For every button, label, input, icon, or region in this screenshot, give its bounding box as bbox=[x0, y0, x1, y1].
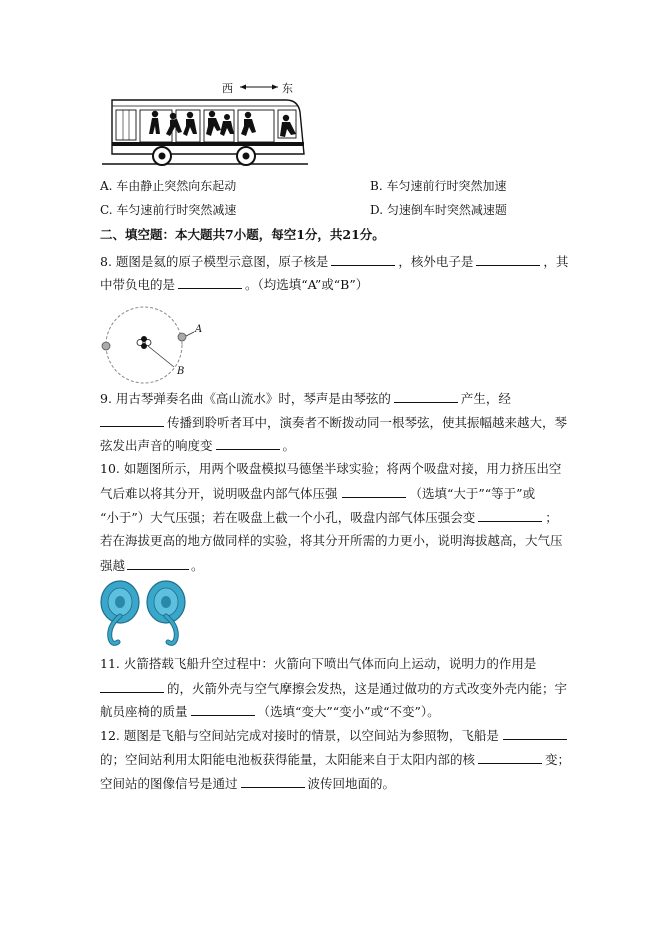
q8-text-3: ，其 bbox=[543, 254, 569, 269]
bus-figure bbox=[100, 76, 312, 172]
q8-text-2: ，核外电子是 bbox=[398, 254, 474, 269]
q12-blank-nuclear[interactable] bbox=[478, 751, 542, 764]
option-d[interactable]: D. 匀速倒车时突然减速题 bbox=[370, 203, 507, 217]
q8-text-4: 中带负电的是 bbox=[100, 277, 176, 292]
q9-text-4: 弦发出声音的响度变 bbox=[100, 438, 213, 453]
q8-text-1: 8. 题图是氦的原子模型示意图，原子核是 bbox=[100, 254, 329, 269]
q11-line-2 bbox=[100, 680, 567, 697]
q10-text-4: “小于”）大气压强；若在吸盘上截一个小孔，吸盘内部气体压强会变 bbox=[100, 510, 476, 525]
label-b: B bbox=[177, 366, 185, 377]
q8-blank-negative[interactable] bbox=[178, 276, 242, 289]
q11-text-2: 的，火箭外壳与空气摩擦会发热，这是通过做功的方式改变外壳内能；宇 bbox=[167, 681, 568, 696]
electron-a bbox=[178, 333, 186, 341]
q11-text-3: 航员座椅的质量 bbox=[100, 704, 188, 719]
label-a: A bbox=[195, 324, 203, 335]
q12-blank-wave[interactable] bbox=[241, 775, 305, 788]
q10-line-1: 10. 如题图所示，用两个吸盘模拟马德堡半球实验；将两个吸盘对接，用力挤压出空 bbox=[100, 461, 562, 476]
q11-line-1: 11. 火箭搭载飞船升空过程中：火箭向下喷出气体而向上运动，说明力的作用是 bbox=[100, 656, 537, 671]
q8-blank-electron[interactable] bbox=[476, 253, 540, 266]
q12-text-4: 空间站的图像信号是通过 bbox=[100, 776, 238, 791]
q11-line-3 bbox=[100, 703, 440, 720]
q9-line-2 bbox=[100, 414, 567, 431]
q10-text-5: ； bbox=[545, 510, 558, 525]
suction-cup-left bbox=[101, 581, 139, 643]
q12-text-5: 波传回地面的。 bbox=[307, 776, 396, 791]
q10-line-4: 若在海拔更高的地方做同样的实验，将其分开所需的力更小，说明海拔越高，大气压 bbox=[100, 533, 563, 548]
q9-text-3: 传播到聆听者耳中，演奏者不断拨动同一根琴弦，使其振幅越来越大，琴 bbox=[167, 415, 568, 430]
option-b[interactable]: B. 车匀速前行时突然加速 bbox=[370, 179, 507, 193]
helium-atom-figure bbox=[98, 300, 208, 384]
q9-text-1: 9. 用古琴弹奏名曲《高山流水》时，琴声是由琴弦的 bbox=[100, 391, 391, 406]
q12-text-2: 的；空间站利用太阳能电池板获得能量，太阳能来自于太阳内部的核 bbox=[100, 752, 476, 767]
bus-illustration bbox=[100, 76, 312, 172]
q10-text-8: 。 bbox=[191, 558, 204, 573]
q11-blank-mass[interactable] bbox=[191, 703, 255, 716]
q10-line-3 bbox=[100, 509, 558, 526]
q10-line-5 bbox=[100, 557, 204, 574]
q10-blank-pressure[interactable] bbox=[342, 485, 406, 498]
q12-line-2 bbox=[100, 751, 570, 768]
electron-left bbox=[102, 342, 110, 350]
east-label: 东 bbox=[282, 82, 293, 95]
q12-text-3: 变； bbox=[545, 752, 571, 767]
q11-text-4: （选填“变大”“变小”或“不变”）。 bbox=[257, 704, 440, 719]
option-a[interactable]: A. 车由静止突然向东起动 bbox=[100, 179, 237, 193]
q10-text-3: （选填“大于”“等于”或 bbox=[409, 486, 536, 501]
suction-cups-figure bbox=[98, 580, 190, 650]
q10-text-2: 气后难以将其分开，说明吸盘内部气体压强 bbox=[100, 486, 338, 501]
q9-blank-loudness[interactable] bbox=[216, 437, 280, 450]
q12-line-1 bbox=[100, 727, 567, 744]
q9-blank-medium[interactable] bbox=[100, 414, 164, 427]
q8-line-2 bbox=[100, 276, 368, 293]
q11-blank-interaction[interactable] bbox=[100, 680, 164, 693]
q10-blank-change[interactable] bbox=[478, 509, 542, 522]
q8-line-1 bbox=[100, 253, 568, 270]
option-c[interactable]: C. 车匀速前行时突然减速 bbox=[100, 203, 237, 217]
west-label: 西 bbox=[222, 82, 233, 95]
suction-cup-right bbox=[147, 581, 185, 643]
section-2-title: 二、填空题：本大题共7小题，每空1分，共21分。 bbox=[100, 227, 385, 242]
q8-text-5: 。（均选填“A”或“B”） bbox=[245, 277, 369, 292]
q8-blank-nucleus[interactable] bbox=[331, 253, 395, 266]
q12-line-3 bbox=[100, 775, 395, 792]
q9-text-5: 。 bbox=[282, 438, 296, 453]
q10-text-7: 强越 bbox=[100, 558, 126, 573]
q9-line-1 bbox=[100, 390, 511, 407]
q12-blank-motion[interactable] bbox=[503, 727, 567, 740]
q10-line-2 bbox=[100, 485, 535, 502]
q12-text-1: 12. 题图是飞船与空间站完成对接时的情景，以空间站为参照物，飞船是 bbox=[100, 728, 499, 743]
q9-text-2: 产生，经 bbox=[460, 391, 511, 406]
q9-line-3 bbox=[100, 437, 295, 454]
q9-blank-vibration[interactable] bbox=[394, 390, 458, 403]
q10-blank-altitude[interactable] bbox=[127, 557, 189, 570]
